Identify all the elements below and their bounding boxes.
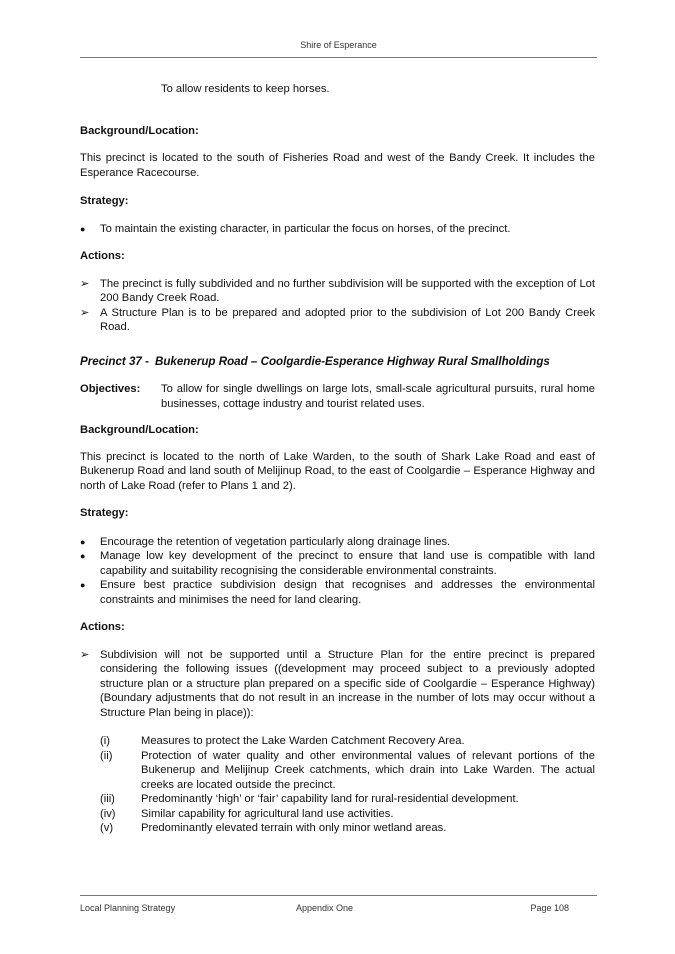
footer-divider bbox=[80, 895, 597, 896]
arrow-bullet-icon: ➢ bbox=[80, 648, 90, 661]
p37-actions-list bbox=[80, 648, 595, 721]
arrow-bullet-icon: ➢ bbox=[80, 277, 90, 290]
list-item: (iii) Predominantly ‘high’ or ‘fair’ capability land for rural-residential development. bbox=[100, 793, 519, 805]
list-item: ● Encourage the retention of vegetation particularly along drainage lines. bbox=[80, 535, 451, 548]
p36-actions-list bbox=[80, 277, 595, 335]
list-item: (v) Predominantly elevated terrain with only minor wetland areas. bbox=[100, 822, 447, 834]
p37-strategy-heading: Strategy: bbox=[80, 507, 129, 519]
list-item: ➢ Subdivision will not be supported until a Structure Plan for the entire precinct is prepared considering the following issues ((development may proceed subject to a previously adopted structure plan or a structure plan prepared on a specific side of Coolgardie – Esperance Highway) (Boundary adjustments that do not result in an increase in the number of lots may occur without a Structure Plan being in place)): bbox=[80, 648, 595, 719]
p37-actions-heading: Actions: bbox=[80, 621, 125, 633]
list-item: ● To maintain the existing character, in particular the focus on horses, of the precinct. bbox=[80, 222, 511, 235]
bullet-icon: ● bbox=[80, 580, 86, 590]
precinct-number: Precinct 37 - bbox=[80, 354, 149, 368]
list-item: ➢ The precinct is fully subdivided and no further subdivision will be supported with the exception of Lot 200 Bandy Creek Road. bbox=[80, 277, 595, 304]
arrow-bullet-icon: ➢ bbox=[80, 306, 90, 319]
precinct-37-title bbox=[80, 355, 595, 370]
header-divider bbox=[80, 57, 597, 58]
list-item: (iv) Similar capability for agricultural land use activities. bbox=[100, 807, 394, 820]
footer-section: Appendix One bbox=[296, 903, 354, 913]
bullet-icon: ● bbox=[80, 551, 86, 561]
p36-background-heading: Background/Location: bbox=[80, 124, 199, 137]
objectives-text: To allow for single dwellings on large lots, small-scale agricultural pursuits, rural home businesses, cottage industry and tourist related uses. bbox=[161, 383, 595, 410]
bullet-icon: ● bbox=[80, 536, 86, 547]
list-item: ● Manage low key development of the precinct to ensure that land use is compatible with land capability and suitability recognising the considerable environmental constraints. bbox=[80, 550, 595, 577]
footer-page-number: Page 108 bbox=[530, 903, 569, 913]
intro-objective-line: To allow residents to keep horses. bbox=[161, 83, 330, 95]
p37-objectives bbox=[80, 382, 595, 411]
list-item: (ii) Protection of water quality and other environmental values of relevant portions of the Bukenerup and Melijinup Creek catchments, which drain into Lake Warden. The actual creeks are located outside the precinct. bbox=[100, 749, 595, 791]
p36-strategy-list bbox=[80, 222, 595, 237]
p36-strategy-heading: Strategy: bbox=[80, 195, 129, 207]
document-body bbox=[80, 82, 595, 836]
p37-background-heading: Background/Location: bbox=[80, 424, 199, 436]
precinct-name: Bukenerup Road – Coolgardie-Esperance Highway Rural Smallholdings bbox=[154, 354, 550, 368]
objectives-label: Objectives: bbox=[80, 383, 141, 395]
p36-actions-heading: Actions: bbox=[80, 250, 125, 262]
page-header: Shire of Esperance bbox=[300, 40, 377, 50]
p37-background-text: This precinct is located to the north of Lake Warden, to the south of Shark Lake Road and east of Bukenerup Road and land south of Melijinup Road, to the east of Coolgardie – Esperance Highway and north of Lake Road (refer to Plans 1 and 2). bbox=[80, 450, 595, 492]
bullet-icon: ● bbox=[80, 223, 86, 234]
list-item: (i) Measures to protect the Lake Warden Catchment Recovery Area. bbox=[100, 735, 465, 747]
p37-strategy-list bbox=[80, 535, 595, 608]
p37-issues-list bbox=[80, 734, 595, 836]
list-item: ● Ensure best practice subdivision design that recognises and addresses the environmental constraints and minimises the need for land clearing. bbox=[80, 579, 595, 606]
footer-document-title: Local Planning Strategy bbox=[80, 903, 176, 913]
p36-background-text: This precinct is located to the south of Fisheries Road and west of the Bandy Creek. It includes the Esperance Racecourse. bbox=[80, 152, 595, 179]
list-item: ➢ A Structure Plan is to be prepared and adopted prior to the subdivision of Lot 200 Bandy Creek Road. bbox=[80, 306, 595, 333]
